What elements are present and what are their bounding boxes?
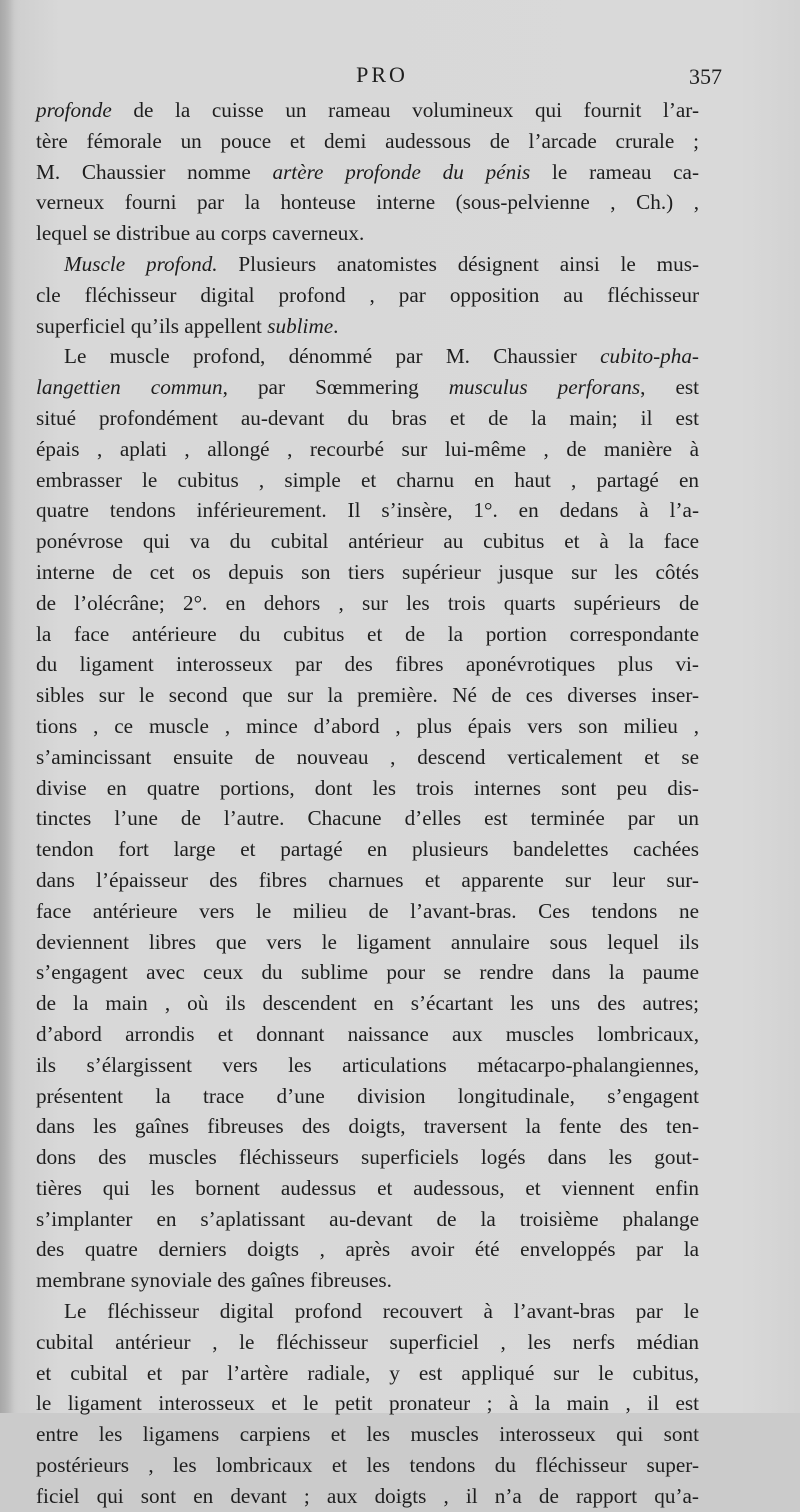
text-run: membrane synoviale des gaînes fibreuses. bbox=[36, 1268, 392, 1293]
text-run: lequel se distribue au corps caverneux. bbox=[36, 221, 365, 246]
text-line bbox=[36, 1111, 699, 1142]
italic-term: musculus perforans bbox=[448, 375, 641, 400]
text-line bbox=[36, 249, 699, 280]
text-run: s’amincissant ensuite de nouveau , descend verticalement et se bbox=[36, 744, 699, 769]
text-run: de l’olécrâne; 2°. en dehors , sur les trois quarts supérieurs de bbox=[36, 590, 699, 615]
text-line bbox=[36, 1081, 699, 1112]
text-run: s’implanter en s’aplatissant au-devant de la troisième phalange bbox=[36, 1206, 699, 1231]
text-run: . bbox=[333, 313, 339, 338]
text-line bbox=[36, 680, 699, 711]
text-line bbox=[36, 1019, 699, 1050]
text-run: des quatre derniers doigts , après avoir été enveloppés par la bbox=[36, 1237, 699, 1262]
text-run: le rameau ca- bbox=[530, 159, 700, 184]
running-head bbox=[52, 62, 722, 92]
text-line bbox=[36, 157, 699, 188]
text-line bbox=[36, 218, 699, 249]
text-run: dans les gaînes fibreuses des doigts, traversent la fente des ten- bbox=[36, 1114, 699, 1139]
text-run: embrasser le cubitus , simple et charnu en haut , partagé en bbox=[36, 467, 699, 492]
text-line bbox=[36, 465, 699, 496]
text-run: interne de cet os depuis son tiers supérieur jusque sur les côtés bbox=[36, 559, 699, 584]
text-line bbox=[36, 988, 699, 1019]
text-run: situé profondément au-devant du bras et de la main; il est bbox=[36, 405, 699, 430]
text-line bbox=[36, 1204, 699, 1235]
text-run: Le fléchisseur digital profond recouvert à l’avant-bras par le bbox=[64, 1299, 699, 1324]
text-run: la face antérieure du cubitus et de la portion correspondante bbox=[36, 621, 699, 646]
text-run: de la cuisse un rameau volumineux qui fournit l’ar- bbox=[111, 98, 699, 122]
text-line bbox=[36, 896, 699, 927]
text-run: épais , aplati , allongé , recourbé sur lui-même , de manière à bbox=[36, 436, 699, 461]
text-line bbox=[36, 495, 699, 526]
text-line bbox=[36, 865, 699, 896]
text-line bbox=[36, 311, 699, 342]
text-run: , par Sœmmering bbox=[222, 375, 449, 400]
text-line bbox=[36, 649, 699, 680]
text-line bbox=[36, 1296, 699, 1327]
italic-term: Muscle profond. bbox=[64, 251, 218, 276]
text-line bbox=[36, 957, 699, 988]
italic-term: langettien commun bbox=[36, 375, 223, 400]
text-line bbox=[36, 1481, 699, 1512]
text-line bbox=[36, 1050, 699, 1081]
text-line bbox=[36, 372, 699, 403]
text-run: tère fémorale un pouce et demi audessous de l’arcade crurale ; bbox=[36, 128, 699, 153]
text-run: sibles sur le second que sur la première. Né de ces diverses inser- bbox=[36, 683, 699, 708]
text-run: tières qui les bornent audessus et audessous, et viennent enfin bbox=[36, 1175, 699, 1200]
text-run: M. Chaussier nomme bbox=[36, 159, 273, 184]
page-number: 357 bbox=[689, 64, 722, 89]
text-run: divise en quatre portions, dont les trois internes sont peu dis- bbox=[36, 775, 699, 800]
text-line bbox=[36, 187, 699, 218]
text-line bbox=[36, 1234, 699, 1265]
binding-shadow bbox=[0, 0, 14, 1413]
text-run: ficiel qui sont en devant ; aux doigts , il n’a de rapport qu’a- bbox=[36, 1483, 699, 1508]
text-run: s’engagent avec ceux du sublime pour se rendre dans la paume bbox=[36, 960, 699, 985]
italic-term: artère profonde du pénis bbox=[272, 159, 531, 184]
text-run: tinctes l’une de l’autre. Chacune d’elles est terminée par un bbox=[36, 806, 699, 831]
text-run: dons des muscles fléchisseurs superficiels logés dans les gout- bbox=[36, 1145, 699, 1170]
text-run: entre les ligamens carpiens et les muscles interosseux qui sont bbox=[36, 1422, 699, 1447]
text-run: ils s’élargissent vers les articulations métacarpo-phalangiennes, bbox=[36, 1052, 699, 1077]
text-line bbox=[36, 1450, 699, 1481]
text-run: superficiel qu’ils appellent bbox=[36, 313, 268, 338]
text-line bbox=[36, 403, 699, 434]
text-line bbox=[36, 711, 699, 742]
text-run: le ligament interosseux et le petit pronateur ; à la main , il est bbox=[36, 1391, 699, 1416]
text-run: Le muscle profond, dénommé par M. Chaussier bbox=[64, 344, 601, 369]
text-line bbox=[36, 434, 699, 465]
text-run: d’abord arrondis et donnant naissance aux muscles lombricaux, bbox=[36, 1021, 699, 1046]
text-run: deviennent libres que vers le ligament annulaire sous lequel ils bbox=[36, 929, 699, 954]
text-run: dans l’épaisseur des fibres charnues et apparente sur leur sur- bbox=[36, 867, 699, 892]
text-run: quatre tendons inférieurement. Il s’insère, 1°. en dedans à l’a- bbox=[36, 498, 699, 523]
text-run: cle fléchisseur digital profond , par opposition au fléchisseur bbox=[36, 282, 699, 307]
text-run: tendon fort large et partagé en plusieurs bandelettes cachées bbox=[36, 837, 699, 862]
text-run: du ligament interosseux par des fibres aponévrotiques plus vi- bbox=[36, 652, 699, 677]
text-line bbox=[36, 1419, 699, 1450]
text-run: , est bbox=[640, 375, 699, 400]
text-run: présentent la trace d’une division longitudinale, s’engagent bbox=[36, 1083, 699, 1108]
body-text bbox=[36, 95, 699, 1512]
text-line bbox=[36, 742, 699, 773]
text-run: cubital antérieur , le fléchisseur superficiel , les nerfs médian bbox=[36, 1329, 699, 1354]
text-run: verneux fourni par la honteuse interne (sous-pelvienne , Ch.) , bbox=[36, 190, 699, 215]
text-run: et cubital et par l’artère radiale, y est appliqué sur le cubitus, bbox=[36, 1360, 699, 1385]
text-line bbox=[36, 773, 699, 804]
text-run: tions , ce muscle , mince d’abord , plus épais vers son milieu , bbox=[36, 713, 699, 738]
text-line bbox=[36, 341, 699, 372]
text-line bbox=[36, 619, 699, 650]
text-run: ponévrose qui va du cubital antérieur au cubitus et à la face bbox=[36, 529, 699, 554]
text-line bbox=[36, 1388, 699, 1419]
text-line bbox=[36, 803, 699, 834]
text-run: Plusieurs anatomistes désignent ainsi le mus- bbox=[217, 251, 699, 276]
text-line bbox=[36, 280, 699, 311]
text-line bbox=[36, 126, 699, 157]
italic-term: cubito-pha- bbox=[600, 344, 699, 369]
italic-term: profonde bbox=[36, 98, 112, 122]
text-line bbox=[36, 1173, 699, 1204]
text-line bbox=[36, 1358, 699, 1389]
text-line bbox=[36, 1142, 699, 1173]
text-line bbox=[36, 927, 699, 958]
text-line bbox=[36, 1327, 699, 1358]
italic-term: sublime bbox=[267, 313, 334, 338]
text-run: de la main , où ils descendent en s’écartant les uns des autres; bbox=[36, 991, 699, 1016]
text-line bbox=[36, 1265, 699, 1296]
text-run: postérieurs , les lombricaux et les tendons du fléchisseur super- bbox=[36, 1453, 699, 1478]
text-run: face antérieure vers le milieu de l’avant-bras. Ces tendons ne bbox=[36, 898, 699, 923]
text-line bbox=[36, 588, 699, 619]
text-line bbox=[36, 95, 699, 126]
text-line bbox=[36, 557, 699, 588]
text-line bbox=[36, 526, 699, 557]
text-line bbox=[36, 834, 699, 865]
running-head-title: PRO bbox=[356, 62, 408, 87]
